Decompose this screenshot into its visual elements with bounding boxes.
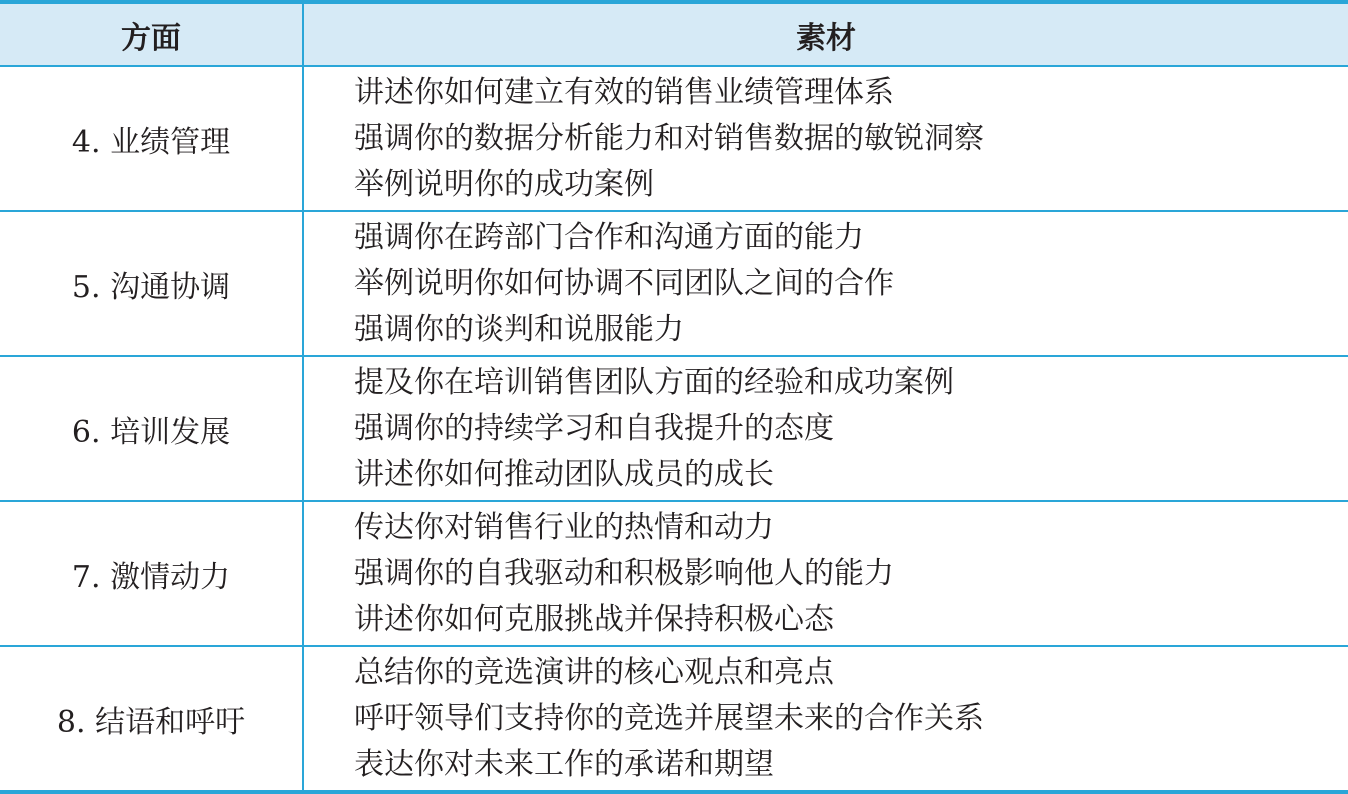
material-line: 呼吁领导们支持你的竞选并展望未来的合作关系 bbox=[354, 701, 984, 736]
material-line: 总结你的竞选演讲的核心观点和亮点 bbox=[354, 655, 834, 690]
table-row bbox=[0, 646, 1348, 791]
material-line: 强调你的谈判和说服能力 bbox=[354, 311, 684, 347]
aspect-cell: 7. 激情动力 bbox=[0, 501, 303, 646]
aspect-cell: 5. 沟通协调 bbox=[0, 211, 303, 356]
material-line: 举例说明你的成功案例 bbox=[354, 166, 654, 202]
material-line: 强调你的自我驱动和积极影响他人的能力 bbox=[354, 555, 894, 591]
aspect-cell: 8. 结语和呼吁 bbox=[0, 646, 303, 791]
material-line: 举例说明你如何协调不同团队之间的合作 bbox=[354, 265, 894, 301]
material-line: 讲述你如何克服挑战并保持积极心态 bbox=[354, 601, 834, 637]
table-row bbox=[0, 501, 1348, 646]
material-line: 强调你的数据分析能力和对销售数据的敏锐洞察 bbox=[354, 120, 984, 156]
material-line: 提及你在培训销售团队方面的经验和成功案例 bbox=[354, 364, 954, 400]
header-aspect: 方面 bbox=[0, 4, 303, 66]
table-body bbox=[0, 66, 1348, 791]
table-row bbox=[0, 66, 1348, 211]
aspect-cell: 4. 业绩管理 bbox=[0, 66, 303, 211]
table-row bbox=[0, 211, 1348, 356]
material-line: 讲述你如何推动团队成员的成长 bbox=[354, 456, 774, 492]
header-row bbox=[0, 4, 1348, 66]
table-header bbox=[0, 4, 1348, 66]
material-cell bbox=[303, 501, 1348, 646]
material-cell bbox=[303, 66, 1348, 211]
material-line: 传达你对销售行业的热情和动力 bbox=[354, 509, 774, 545]
material-cell bbox=[303, 356, 1348, 501]
header-material: 素材 bbox=[303, 4, 1348, 66]
material-cell bbox=[303, 211, 1348, 356]
aspect-cell: 6. 培训发展 bbox=[0, 356, 303, 501]
material-line: 表达你对未来工作的承诺和期望 bbox=[354, 747, 774, 782]
material-cell bbox=[303, 646, 1348, 791]
aspect-material-table bbox=[0, 4, 1348, 791]
material-line: 讲述你如何建立有效的销售业绩管理体系 bbox=[354, 74, 894, 110]
table-row bbox=[0, 356, 1348, 501]
material-line: 强调你的持续学习和自我提升的态度 bbox=[354, 410, 834, 446]
material-line: 强调你在跨部门合作和沟通方面的能力 bbox=[354, 219, 864, 255]
